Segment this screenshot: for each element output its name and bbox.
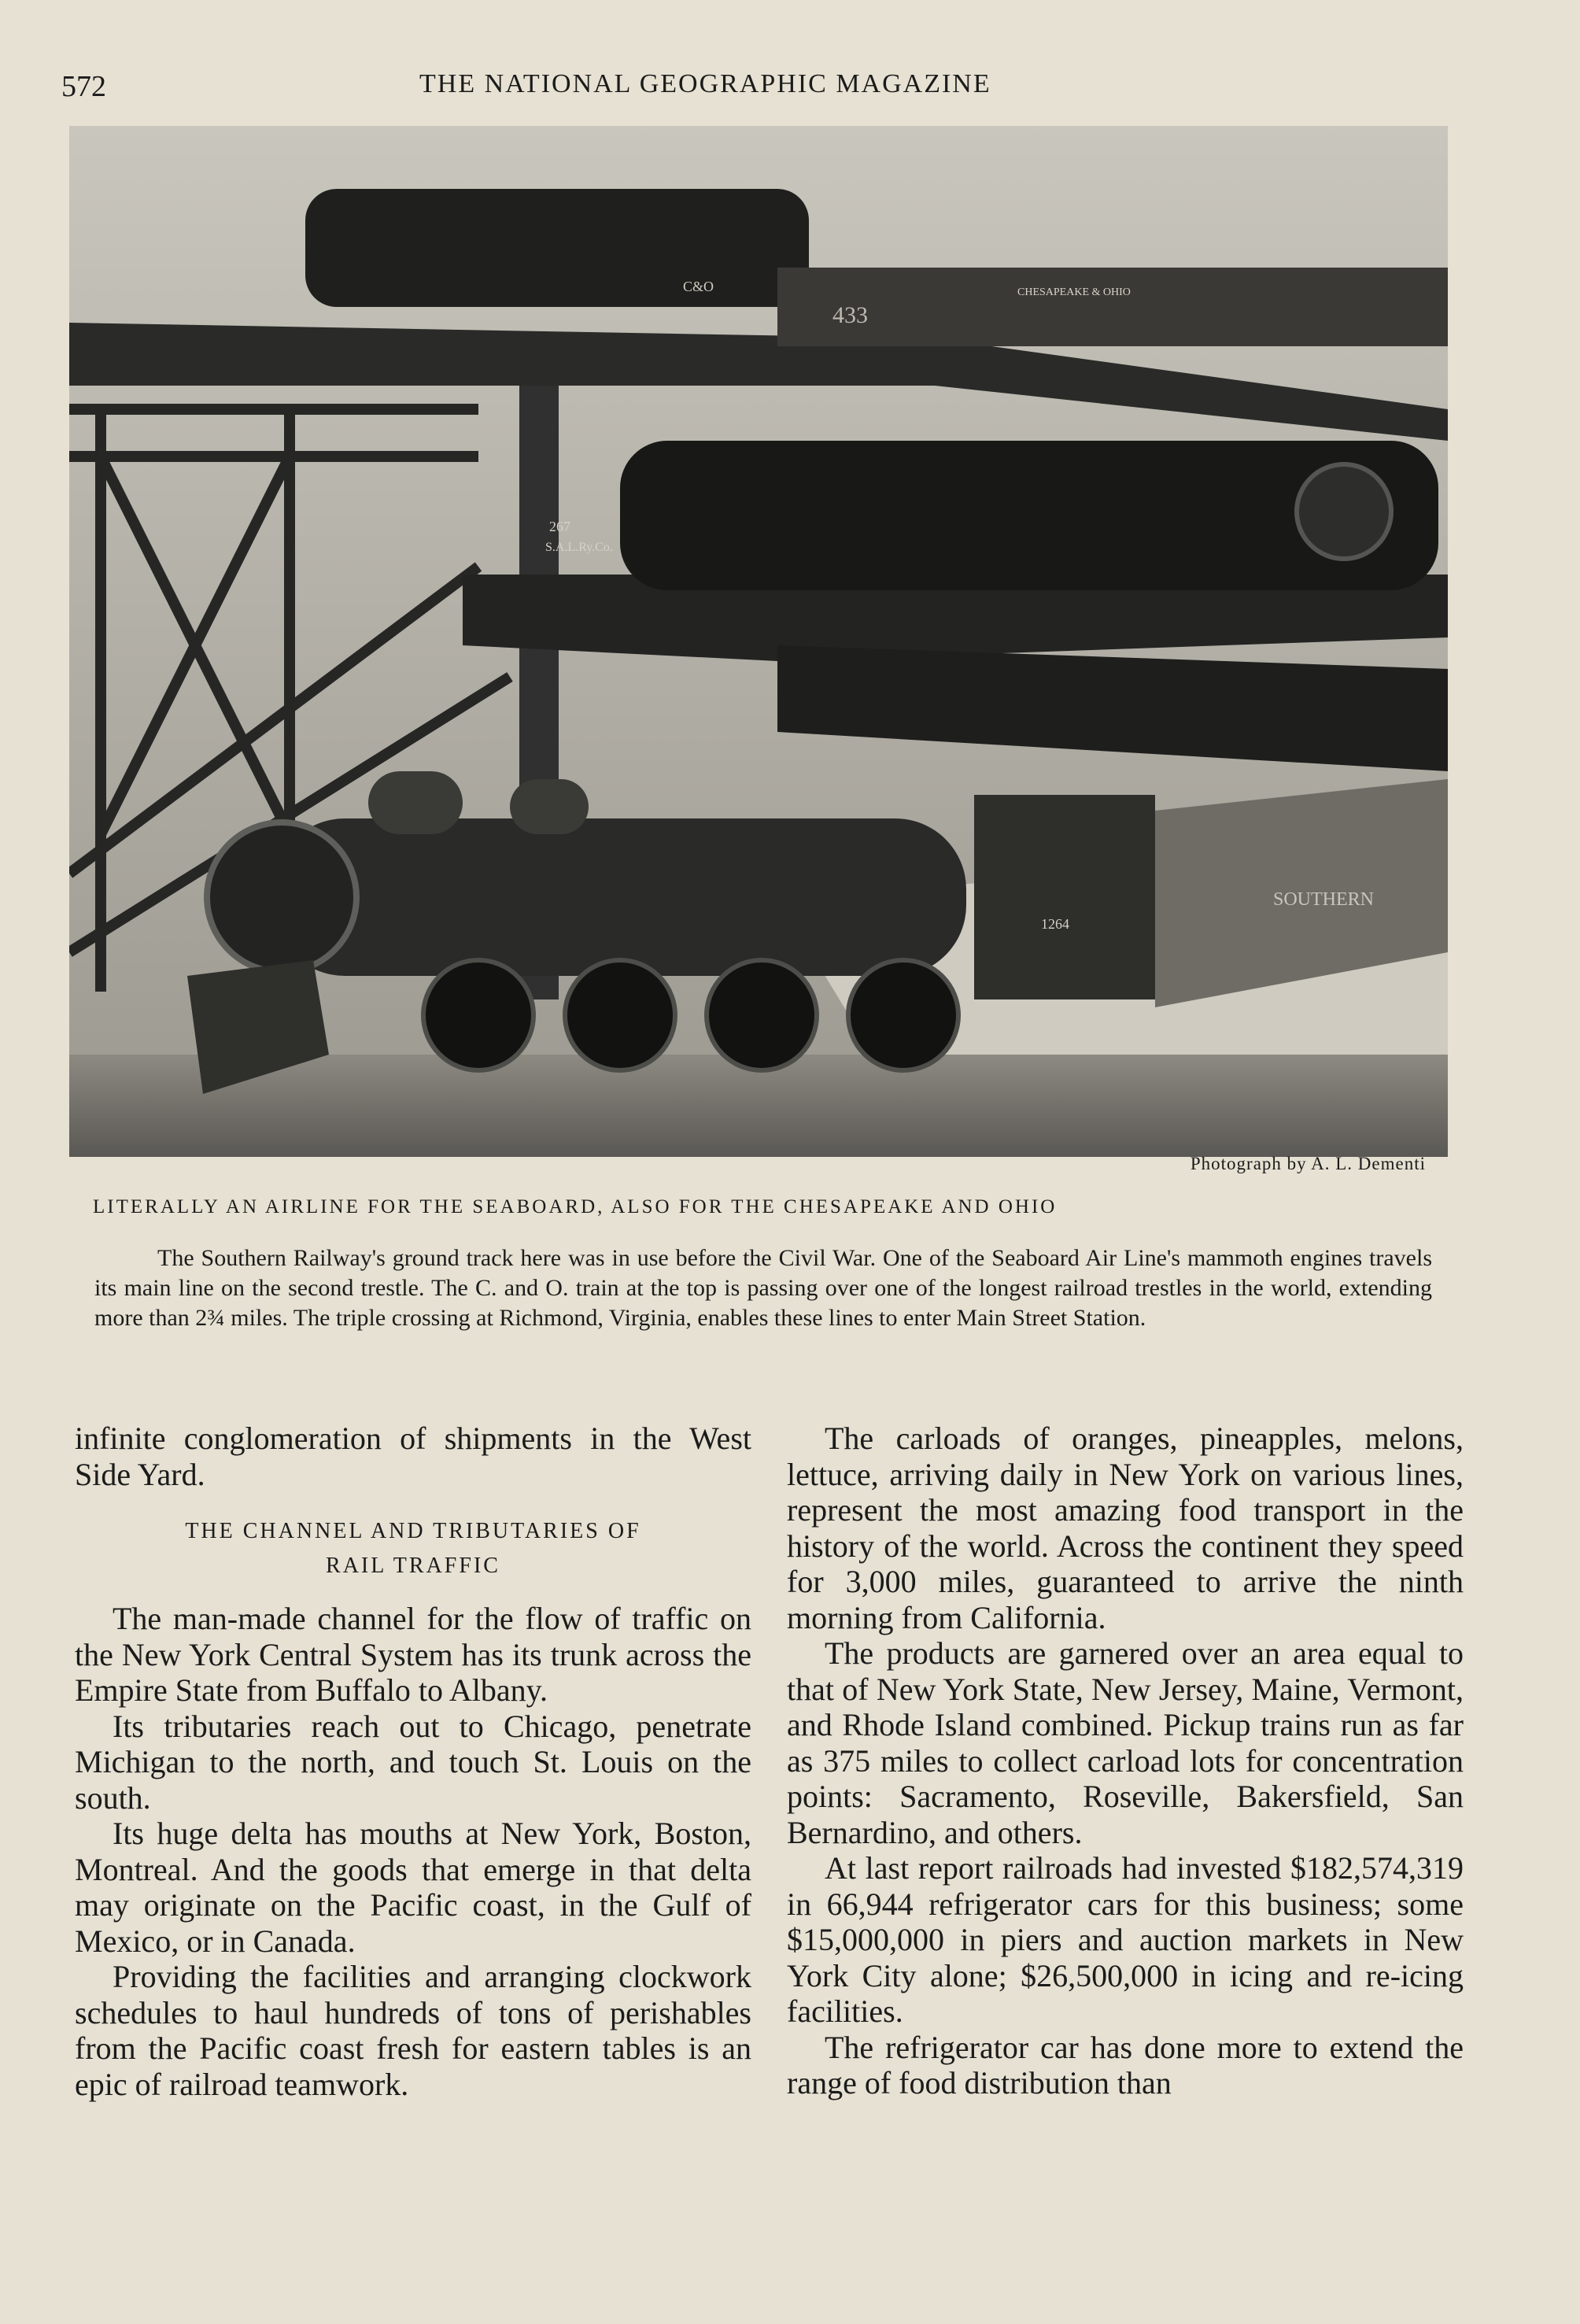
middle-smokebox: [1297, 464, 1391, 559]
running-head: THE NATIONAL GEOGRAPHIC MAGAZINE: [419, 69, 991, 98]
bottom-locomotive-number: 1264: [1041, 916, 1069, 932]
paragraph: At last report railroads had invested $182,574,319 in 66,944 refrigerator cars for this business; some $15,000,000 in piers and auction markets in New York City alone; $26,500,000 in icing and re-icing facilities.: [787, 1850, 1464, 2029]
chesapeake-car-marking: CHESAPEAKE & OHIO: [1017, 286, 1131, 298]
top-cars: [777, 268, 1448, 346]
paragraph: The carloads of oranges, pineapples, melons, lettuce, arriving daily in New York on various lines, represent the most amazing food transport in the history of the world. Across the continent they speed for 3,000 miles, guaranteed to arrive the ninth morning from California.: [787, 1421, 1464, 1635]
paragraph: Its huge delta has mouths at New York, Boston, Montreal. And the goods that emerge in that delta may originate on the Pacific coast, in the Gulf of Mexico, or in Canada.: [75, 1816, 751, 1959]
paragraph: The refrigerator car has done more to extend the range of food distribution than: [787, 2029, 1464, 2100]
section-heading-line-1: THE CHANNEL AND TRIBUTARIES OF: [185, 1519, 641, 1543]
middle-locomotive-number: 267: [549, 519, 570, 534]
top-car-number: 433: [832, 302, 868, 328]
paragraph: Providing the facilities and arranging clockwork schedules to haul hundreds of tons of perishables from the Pacific coast fresh for eastern tables is an epic of railroad teamwork.: [75, 1959, 751, 2102]
paragraph: Its tributaries reach out to Chicago, penetrate Michigan to the north, and touch St. Louis on the south.: [75, 1708, 751, 1816]
left-column: [75, 1421, 751, 2102]
caption-title: LITERALLY AN AIRLINE FOR THE SEABOARD, ALSO FOR THE CHESAPEAKE AND OHIO: [93, 1196, 1058, 1217]
caption-text: The Southern Railway's ground track here was in use before the Civil War. One of the Seaboard Air Line's mammoth engines travels its main line on the second trestle. The C. and O. train at the top is passing over one of the longest railroad trestles in the world, extending more than 2¾ miles. The triple crossing at Richmond, Virginia, enables these lines to enter Main Street Station.: [94, 1245, 1432, 1331]
section-heading: [75, 1514, 751, 1583]
top-locomotive-marking: C&O: [683, 279, 714, 294]
top-locomotive: [305, 189, 809, 307]
section-heading-line-2: RAIL TRAFFIC: [326, 1554, 500, 1578]
photo-illustration: [69, 126, 1448, 1157]
paragraph: The man-made channel for the flow of traffic on the New York Central System has its trunk across the Empire State from Buffalo to Albany.: [75, 1601, 751, 1708]
bottom-smokebox: [207, 822, 356, 972]
paragraph: The products are garnered over an area equal to that of New York State, New Jersey, Maine, Vermont, and Rhode Island combined. Pickup trains run as far as 375 miles to collect carload lots for concentration points: Sacramento, Roseville, Bakersfield, San Bernardino, and others.: [787, 1635, 1464, 1850]
bottom-dome-2: [510, 779, 589, 834]
bottom-dome-1: [368, 771, 463, 834]
page-number: 572: [61, 70, 106, 103]
tender-marking: SOUTHERN: [1273, 889, 1375, 910]
middle-line-marking: S.A.L.Ry.Co.: [545, 541, 613, 554]
railroad-trestle-photograph: [69, 126, 1448, 1157]
bottom-cab: [974, 795, 1155, 999]
page-header: [61, 69, 1462, 116]
right-column: [787, 1421, 1464, 2101]
continuation-paragraph: infinite conglomeration of shipments in the West Side Yard.: [75, 1421, 751, 1492]
photo-credit: Photograph by A. L. Dementi: [1190, 1154, 1426, 1173]
bottom-locomotive-boiler: [274, 818, 966, 976]
